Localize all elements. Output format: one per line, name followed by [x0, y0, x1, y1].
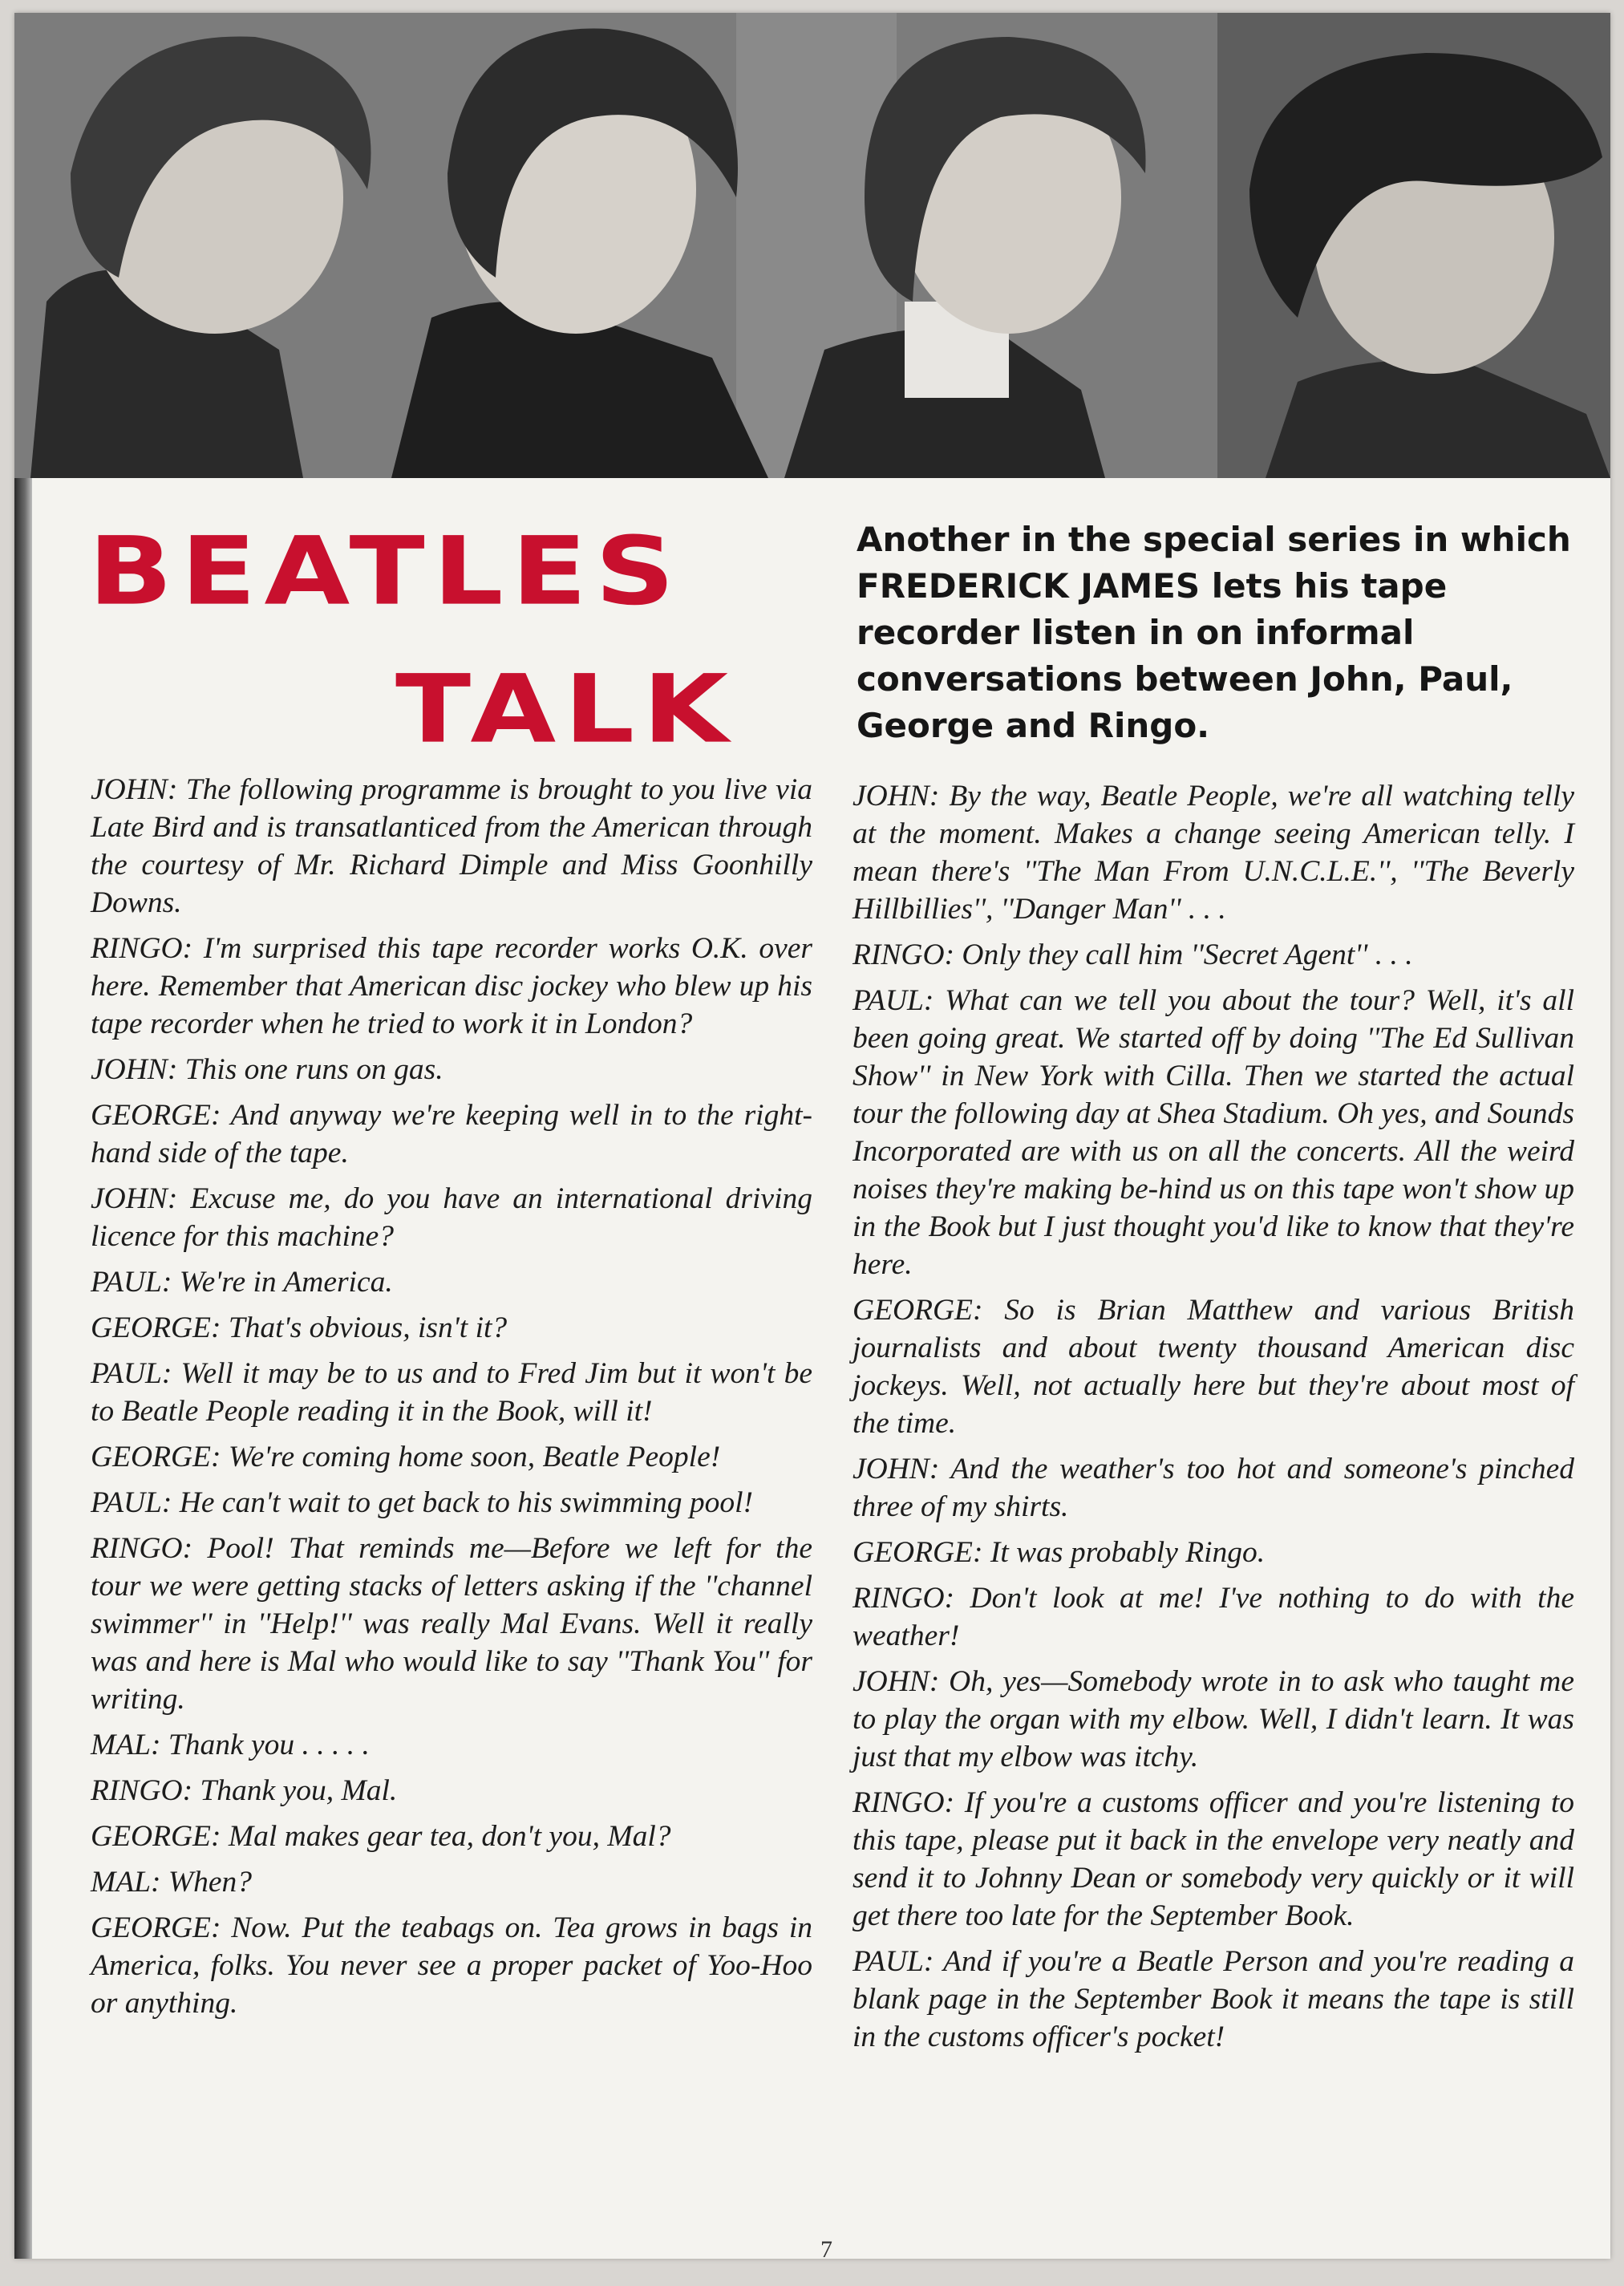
dialogue-paragraph: JOHN: Oh, yes—Somebody wrote in to ask who taught me to play the organ with my elbow. Well, I didn't learn. It was just that my elbow was itchy.	[852, 1665, 1574, 1773]
right-column	[852, 777, 1574, 2064]
dialogue-paragraph: JOHN: Excuse me, do you have an international driving licence for this machine?	[91, 1182, 812, 1253]
page-number: 7	[820, 2236, 832, 2259]
dialogue-paragraph: GEORGE: That's obvious, isn't it?	[91, 1311, 508, 1344]
dialogue-paragraph: PAUL: Well it may be to us and to Fred Jim but it won't be to Beatle People reading it in the Book, will it!	[91, 1357, 812, 1428]
left-column	[91, 771, 812, 2030]
dialogue-paragraph: PAUL: We're in America.	[91, 1266, 393, 1299]
dialogue-paragraph: JOHN: This one runs on gas.	[91, 1053, 443, 1086]
dialogue-paragraph: JOHN: And the weather's too hot and someone's pinched three of my shirts.	[852, 1453, 1574, 1523]
dialogue-paragraph: GEORGE: And anyway we're keeping well in to the right-hand side of the tape.	[91, 1099, 812, 1169]
dialogue-paragraph: PAUL: He can't wait to get back to his swimming pool!	[91, 1486, 754, 1519]
dialogue-paragraph: PAUL: What can we tell you about the tour? Well, it's all been going great. We started off by doing ''The Ed Sullivan Show'' in New York with Cilla. Then we started the actual tour the following day at Shea Stadium. Oh yes, and Sounds Incorporated are with us on all the concerts. All the weird noises they're making be-hind us on this tape won't show up in the Book but I just thought you'd like to know that they're here.	[852, 984, 1574, 1281]
headline-beatles: BEATLES	[88, 516, 683, 626]
dialogue-paragraph: GEORGE: So is Brian Matthew and various British journalists and about twenty thousand American disc jockeys. Well, not actually here but they're about most of the time.	[852, 1294, 1574, 1440]
dialogue-paragraph: JOHN: The following programme is brought to you live via Late Bird and is transatlanticed from the American through the courtesy of Mr. Richard Dimple and Miss Goonhilly Downs.	[91, 773, 812, 919]
dialogue-paragraph: JOHN: By the way, Beatle People, we're all watching telly at the moment. Makes a change seeing American telly. I mean there's ''The Man From U.N.C.L.E.'', ''The Beverly Hillbillies'', ''Danger Man'' . . .	[852, 780, 1574, 926]
dialogue-paragraph: MAL: Thank you . . . . .	[91, 1729, 370, 1761]
dialogue-paragraph: GEORGE: We're coming home soon, Beatle People!	[91, 1441, 721, 1473]
dialogue-paragraph: PAUL: And if you're a Beatle Person and you're reading a blank page in the September Book it means the tape is still in the customs officer's pocket!	[852, 1945, 1574, 2053]
dialogue-paragraph: RINGO: I'm surprised this tape recorder works O.K. over here. Remember that American disc jockey who blew up his tape recorder when he tried to work it in London?	[91, 932, 812, 1040]
dialogue-paragraph: GEORGE: Mal makes gear tea, don't you, Mal?	[91, 1820, 671, 1853]
dialogue-paragraph: RINGO: Thank you, Mal.	[91, 1774, 398, 1807]
dialogue-paragraph: GEORGE: It was probably Ringo.	[852, 1536, 1266, 1569]
dialogue-paragraph: RINGO: Pool! That reminds me—Before we left for the tour we were getting stacks of letters asking if the ''channel swimmer'' in ''Help!'' was really Mal Evans. Well it really was and here is Mal who would like to say ''Thank You'' for writing.	[91, 1532, 812, 1716]
dialogue-paragraph: MAL: When?	[91, 1866, 252, 1899]
band-photo	[14, 13, 1610, 478]
dialogue-paragraph: RINGO: Only they call him ''Secret Agent'' . . .	[852, 938, 1413, 971]
magazine-page	[14, 13, 1610, 2259]
dialogue-paragraph: RINGO: Don't look at me! I've nothing to do with the weather!	[852, 1582, 1574, 1652]
headline-talk: TALK	[395, 654, 737, 764]
band-photo-illustration	[14, 13, 1610, 478]
dialogue-paragraph: GEORGE: Now. Put the teabags on. Tea grows in bags in America, folks. You never see a proper packet of Yoo-Hoo or anything.	[91, 1911, 812, 2020]
dialogue-paragraph: RINGO: If you're a customs officer and you're listening to this tape, please put it back in the envelope very neatly and send it to Johnny Dean or somebody very quickly or it will get there too late for the September Book.	[852, 1786, 1574, 1932]
intro-blurb: Another in the special series in which FREDERICK JAMES lets his tape recorder listen in on informal conversations between John, Paul, George and Ringo.	[857, 520, 1571, 745]
